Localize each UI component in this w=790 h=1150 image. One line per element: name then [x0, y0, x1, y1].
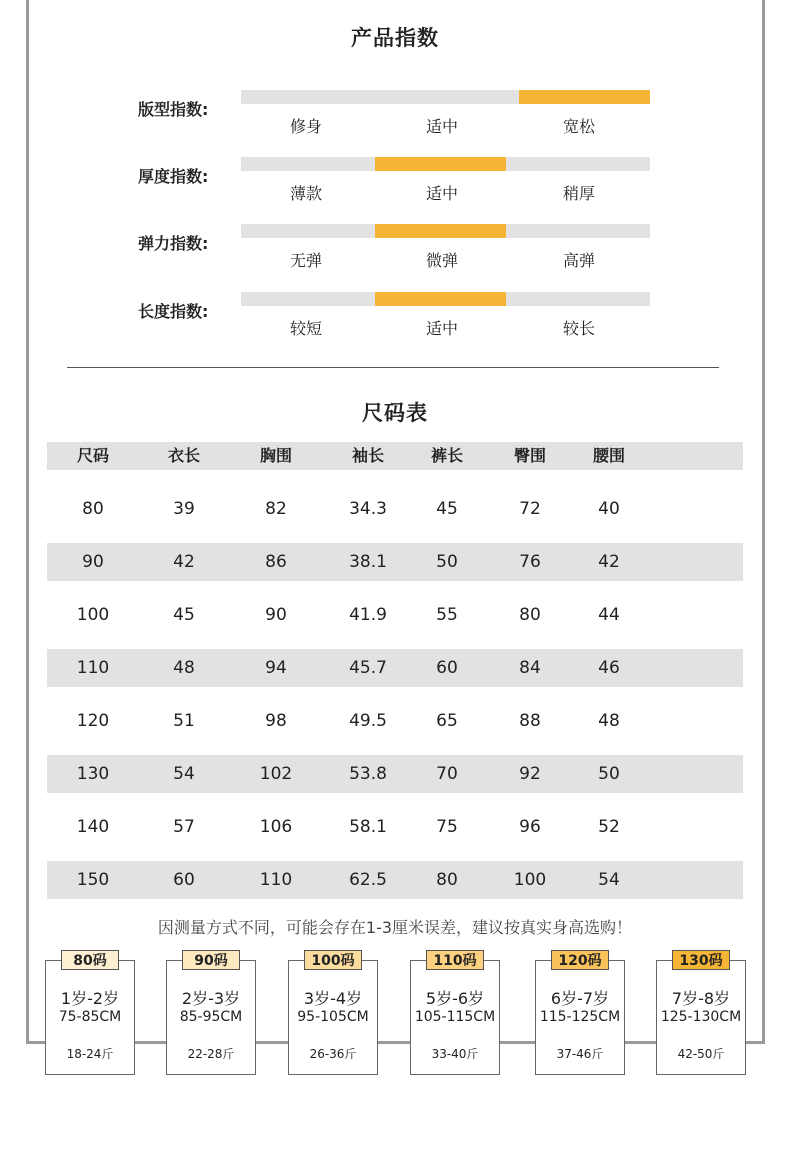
table-header-row	[47, 442, 743, 470]
table-cell: 75	[436, 817, 458, 837]
table-cell: 65	[436, 711, 458, 731]
table-cell: 62.5	[349, 870, 387, 890]
table-cell: 49.5	[349, 711, 387, 731]
size-tag: 100码	[304, 950, 362, 970]
index-track	[241, 90, 650, 104]
index-option: 适中	[425, 184, 458, 203]
age-card	[288, 953, 378, 1075]
age-card	[656, 953, 746, 1075]
index-indicator	[375, 157, 506, 171]
index-label: 弹力指数:	[138, 234, 209, 253]
table-cell: 60	[173, 870, 195, 890]
frame-right-border	[762, 0, 765, 1043]
index-option: 微弹	[425, 251, 458, 270]
table-cell: 72	[519, 499, 541, 519]
table-cell: 50	[436, 552, 458, 572]
index-option: 高弹	[562, 251, 595, 270]
table-row	[47, 755, 743, 793]
table-cell: 106	[259, 817, 293, 837]
index-indicator	[375, 292, 506, 306]
table-cell: 50	[598, 764, 620, 784]
table-cell: 100	[76, 605, 110, 625]
table-cell: 41.9	[349, 605, 387, 625]
table-cell: 90	[265, 605, 287, 625]
index-option: 无弹	[289, 251, 322, 270]
size-tag: 130码	[672, 950, 730, 970]
table-cell: 45.7	[349, 658, 387, 678]
table-cell: 150	[76, 870, 110, 890]
age-range: 5岁-6岁	[425, 989, 485, 1008]
weight-range: 18-24斤	[66, 1047, 114, 1061]
table-cell: 80	[519, 605, 541, 625]
table-row	[47, 861, 743, 899]
table-row	[47, 702, 743, 740]
size-tag: 90码	[182, 950, 240, 970]
index-option: 薄款	[289, 184, 322, 203]
height-range: 115-125CM	[539, 1009, 621, 1025]
index-option: 较短	[289, 319, 322, 338]
measurement-note: 因测量方式不同，可能会存在1-3厘米误差，建议按真实身高选购！	[157, 918, 633, 937]
size-tag: 110码	[426, 950, 484, 970]
index-track	[241, 224, 650, 238]
height-range: 85-95CM	[179, 1009, 243, 1025]
age-range: 3岁-4岁	[303, 989, 363, 1008]
height-range: 75-85CM	[58, 1009, 122, 1025]
weight-range: 42-50斤	[677, 1047, 725, 1061]
index-option: 宽松	[562, 117, 595, 136]
table-cell: 96	[519, 817, 541, 837]
weight-range: 26-36斤	[309, 1047, 357, 1061]
height-range: 125-130CM	[660, 1009, 742, 1025]
section-divider	[67, 367, 719, 368]
index-track	[241, 157, 650, 171]
table-row	[47, 490, 743, 528]
index-label: 版型指数:	[138, 100, 209, 119]
table-header-cell: 腰围	[592, 446, 625, 465]
age-range: 7岁-8岁	[671, 989, 731, 1008]
table-header-cell: 衣长	[167, 446, 200, 465]
table-cell: 80	[82, 499, 104, 519]
table-cell: 100	[513, 870, 547, 890]
table-cell: 140	[76, 817, 110, 837]
table-header-cell: 臀围	[513, 446, 546, 465]
age-range: 2岁-3岁	[181, 989, 241, 1008]
table-header-cell: 尺码	[76, 446, 109, 465]
table-cell: 130	[76, 764, 110, 784]
table-cell: 110	[259, 870, 293, 890]
weight-range: 33-40斤	[431, 1047, 479, 1061]
product-index-title: 产品指数	[351, 26, 439, 50]
age-card	[410, 953, 500, 1075]
index-option: 适中	[425, 319, 458, 338]
index-indicator	[375, 224, 506, 238]
age-card	[166, 953, 256, 1075]
table-cell: 57	[173, 817, 195, 837]
table-header-cell: 胸围	[259, 446, 292, 465]
weight-range: 22-28斤	[187, 1047, 235, 1061]
table-cell: 46	[598, 658, 620, 678]
index-option: 较长	[562, 319, 595, 338]
table-cell: 54	[598, 870, 620, 890]
height-range: 105-115CM	[414, 1009, 496, 1025]
size-tag: 80码	[61, 950, 119, 970]
age-range: 1岁-2岁	[60, 989, 120, 1008]
table-header-cell: 袖长	[351, 446, 384, 465]
table-cell: 45	[436, 499, 458, 519]
table-cell: 90	[82, 552, 104, 572]
age-card	[45, 953, 135, 1075]
table-cell: 48	[173, 658, 195, 678]
table-cell: 94	[265, 658, 287, 678]
table-cell: 40	[598, 499, 620, 519]
index-option: 稍厚	[562, 184, 595, 203]
size-tag: 120码	[551, 950, 609, 970]
table-cell: 53.8	[349, 764, 387, 784]
table-cell: 92	[519, 764, 541, 784]
height-range: 95-105CM	[297, 1009, 369, 1025]
table-cell: 48	[598, 711, 620, 731]
table-cell: 88	[519, 711, 541, 731]
age-card	[535, 953, 625, 1075]
table-cell: 55	[436, 605, 458, 625]
frame-bottom-border	[26, 1041, 765, 1044]
index-track	[241, 292, 650, 306]
table-cell: 98	[265, 711, 287, 731]
table-cell: 58.1	[349, 817, 387, 837]
table-cell: 54	[173, 764, 195, 784]
index-label: 长度指数:	[138, 302, 209, 321]
table-cell: 38.1	[349, 552, 387, 572]
index-label: 厚度指数:	[138, 167, 209, 186]
table-cell: 39	[173, 499, 195, 519]
age-range: 6岁-7岁	[550, 989, 610, 1008]
table-cell: 45	[173, 605, 195, 625]
table-header-cell: 裤长	[430, 446, 463, 465]
table-cell: 110	[76, 658, 110, 678]
table-cell: 42	[598, 552, 620, 572]
weight-range: 37-46斤	[556, 1047, 604, 1061]
table-cell: 52	[598, 817, 620, 837]
table-row	[47, 808, 743, 846]
size-table-title: 尺码表	[362, 401, 428, 425]
table-cell: 80	[436, 870, 458, 890]
index-option: 修身	[289, 117, 322, 136]
table-row	[47, 649, 743, 687]
table-cell: 44	[598, 605, 620, 625]
table-cell: 102	[259, 764, 293, 784]
index-option: 适中	[425, 117, 458, 136]
table-cell: 84	[519, 658, 541, 678]
frame-left-border	[26, 0, 29, 1043]
table-cell: 120	[76, 711, 110, 731]
table-cell: 82	[265, 499, 287, 519]
table-row	[47, 543, 743, 581]
index-indicator	[519, 90, 650, 104]
table-cell: 70	[436, 764, 458, 784]
table-cell: 51	[173, 711, 195, 731]
table-cell: 60	[436, 658, 458, 678]
table-cell: 76	[519, 552, 541, 572]
table-cell: 42	[173, 552, 195, 572]
table-row	[47, 596, 743, 634]
table-cell: 34.3	[349, 499, 387, 519]
table-cell: 86	[265, 552, 287, 572]
